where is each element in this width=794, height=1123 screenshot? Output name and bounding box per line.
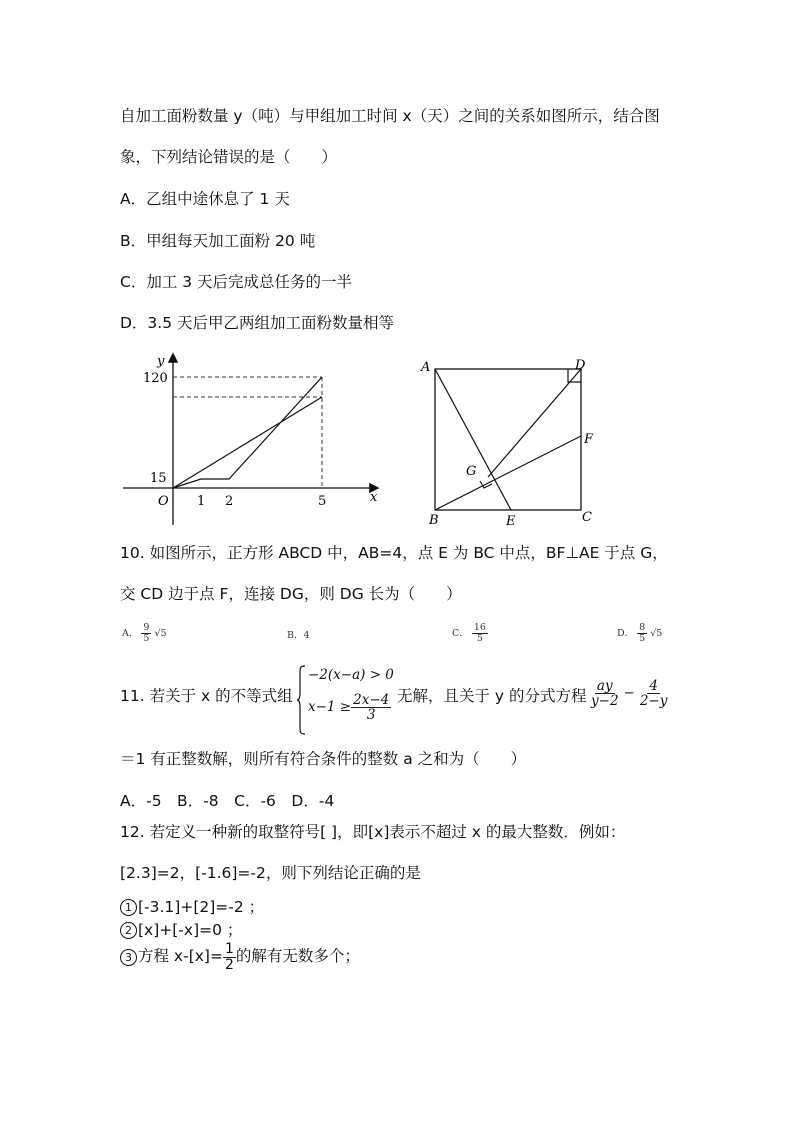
choice-d-radical: √5 xyxy=(650,627,663,639)
label-b: B xyxy=(429,513,439,528)
x-tick-5: 5 xyxy=(318,494,327,509)
choice-a-radical: √5 xyxy=(154,627,167,639)
label-g: G xyxy=(466,464,477,479)
q12-item-1-text: [-3.1]+[2]=-2 ； xyxy=(138,898,265,916)
q11-options: A．-5 B．-8 C．-6 D．-4 xyxy=(120,792,335,810)
eq-den-2: 2−y xyxy=(639,693,668,710)
label-c: C xyxy=(582,510,592,525)
q10-choice-d xyxy=(617,623,662,644)
q12-line-1: 12. 若定义一种新的取整符号[ ]，即[x]表示不超过 x 的最大整数．例如： xyxy=(120,823,626,841)
q10-choice-c xyxy=(452,623,488,644)
x-tick-2: 2 xyxy=(225,494,234,509)
eq-minus: − xyxy=(623,684,635,701)
q12-item-3-num: 1 xyxy=(224,941,234,957)
circled-number-3: 3 xyxy=(120,949,137,966)
q9-line-1: 自加工面粉数量 y（吨）与甲组加工时间 x（天）之间的关系如图所示，结合图 xyxy=(120,107,660,125)
q9-option-a: A．乙组中途休息了 1 天 xyxy=(120,190,290,208)
q9-option-d: D．3.5 天后甲乙两组加工面粉数量相等 xyxy=(120,314,395,332)
label-d: D xyxy=(575,358,586,373)
line-jia xyxy=(173,397,322,488)
q9-line-2: 象，下列结论错误的是（ ） xyxy=(120,148,338,166)
q12-item-3-suffix: 的解有无数多个； xyxy=(235,947,360,966)
choice-d-num: 8 xyxy=(639,622,646,633)
choice-b-label: B． xyxy=(287,630,304,641)
ineq2-den: 3 xyxy=(366,707,376,724)
system-brace xyxy=(296,665,306,735)
q11-inequality-2 xyxy=(308,693,391,722)
origin-label: O xyxy=(158,494,169,509)
q12-item-3-prefix: 方程 x-[x]= xyxy=(138,947,223,966)
q10-choice-b xyxy=(287,631,310,641)
eq-num-2: 4 xyxy=(649,678,658,694)
choice-a-den: 5 xyxy=(143,632,150,644)
label-f: F xyxy=(584,432,594,447)
q10-line-2: 交 CD 边于点 F，连接 DG，则 DG 长为（ ） xyxy=(120,585,462,603)
q9-option-b: B．甲组每天加工面粉 20 吨 xyxy=(120,232,316,250)
choice-b-value: 4 xyxy=(303,630,310,641)
q11-line-2: ＝1 有正整数解，则所有符合条件的整数 a 之和为（ ） xyxy=(120,750,527,768)
q11-equation xyxy=(589,679,669,708)
segment-bf xyxy=(435,436,581,510)
choice-c-den: 5 xyxy=(476,632,483,644)
eq-den-1: y−2 xyxy=(591,693,619,710)
eq-num-1: ay xyxy=(596,678,613,694)
ineq2-num: 2x−4 xyxy=(353,692,390,708)
q12-item-2 xyxy=(120,922,242,939)
q11-inequality-1: −2(x−a) > 0 xyxy=(308,667,394,683)
line-yi xyxy=(173,377,322,488)
square-abcd xyxy=(435,369,581,510)
q9-option-c: C．加工 3 天后完成总任务的一半 xyxy=(120,273,353,291)
y-axis-label: y xyxy=(157,354,165,369)
q11-prefix: 11. 若关于 x 的不等式组 xyxy=(120,687,293,705)
q11-middle: 无解，且关于 y 的分式方程 xyxy=(397,687,587,705)
q12-line-2: [2.3]=2，[-1.6]=-2，则下列结论正确的是 xyxy=(120,864,421,882)
segment-dg xyxy=(488,369,581,477)
choice-c-num: 16 xyxy=(473,622,486,633)
circled-number-1: 1 xyxy=(120,899,137,916)
function-graph xyxy=(115,345,395,535)
square-figure xyxy=(415,355,600,535)
q12-item-2-text: [x]+[-x]=0 ； xyxy=(138,921,243,939)
segment-ae xyxy=(435,369,511,510)
choice-a-num: 9 xyxy=(143,622,150,633)
q12-item-3 xyxy=(120,942,360,972)
q10-choice-a xyxy=(122,623,167,644)
x-axis-label: x xyxy=(370,490,378,505)
choice-d-den: 5 xyxy=(639,632,646,644)
label-a: A xyxy=(421,360,431,375)
q12-item-3-den: 2 xyxy=(224,956,234,973)
q10-line-1: 10. 如图所示，正方形 ABCD 中，AB=4，点 E 为 BC 中点，BF⊥AE 于点 G， xyxy=(120,544,668,562)
choice-d-label: D． xyxy=(617,627,635,639)
y-tick-120: 120 xyxy=(143,371,168,386)
choice-c-label: C． xyxy=(452,627,469,639)
y-tick-15: 15 xyxy=(150,471,167,486)
x-tick-1: 1 xyxy=(197,494,206,509)
ineq2-left: x−1 ≥ xyxy=(308,698,352,715)
circled-number-2: 2 xyxy=(120,922,137,939)
choice-a-label: A． xyxy=(122,627,139,639)
label-e: E xyxy=(506,514,516,529)
q12-item-1 xyxy=(120,899,264,916)
